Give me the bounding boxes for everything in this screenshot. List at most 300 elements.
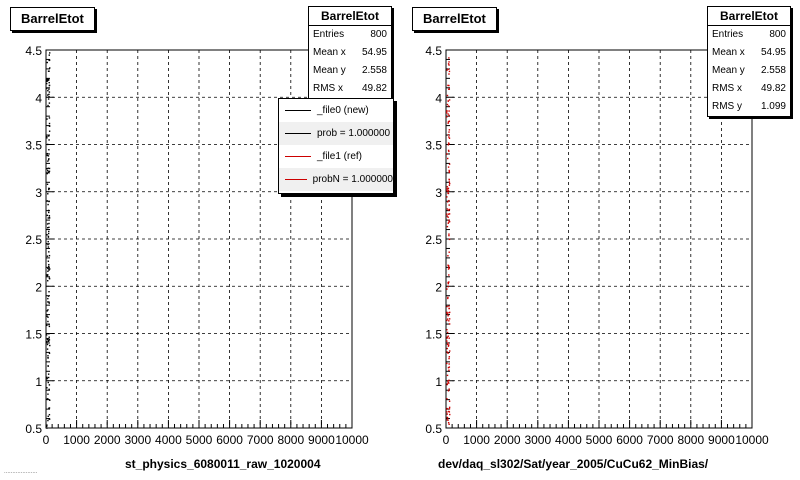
data-point — [448, 233, 449, 234]
data-point — [48, 210, 49, 211]
data-point — [449, 408, 450, 409]
data-point — [448, 388, 449, 389]
x-tick-label: 7000 — [646, 433, 674, 447]
data-point — [447, 413, 448, 414]
data-point — [48, 236, 49, 237]
data-point — [447, 104, 448, 105]
data-point — [447, 342, 448, 343]
x-tick-label: 7000 — [246, 433, 274, 447]
stats-value: 2.558 — [760, 65, 786, 76]
stats-value: 49.82 — [760, 83, 786, 94]
data-point — [448, 110, 449, 111]
data-point — [448, 268, 449, 269]
data-point — [447, 348, 448, 349]
data-point — [448, 204, 449, 205]
data-point — [449, 318, 450, 319]
data-point — [448, 367, 449, 368]
data-point — [447, 419, 448, 420]
data-point — [448, 61, 449, 62]
data-point — [448, 308, 449, 309]
data-point — [47, 355, 48, 356]
data-point — [446, 320, 447, 321]
data-point — [47, 62, 48, 63]
stats-label: Mean x — [712, 47, 745, 58]
data-point — [448, 144, 449, 145]
data-point — [448, 213, 449, 214]
data-point — [448, 64, 449, 65]
left-stats-box — [308, 6, 392, 99]
data-point — [47, 280, 48, 281]
data-point — [448, 200, 449, 201]
data-point — [447, 113, 448, 114]
data-point — [448, 358, 449, 359]
data-point — [49, 131, 50, 132]
data-point — [46, 83, 47, 84]
stats-label: Mean y — [712, 65, 745, 76]
x-tick-label: 6000 — [616, 433, 643, 447]
data-point — [48, 261, 49, 262]
data-point — [47, 227, 48, 228]
data-point — [47, 153, 48, 154]
data-point — [48, 71, 49, 72]
data-point — [48, 88, 49, 89]
data-point — [448, 283, 449, 284]
data-point — [47, 309, 48, 310]
data-point — [47, 298, 48, 299]
data-point — [47, 170, 48, 171]
x-tick-label: 1000 — [463, 433, 490, 447]
data-point — [48, 246, 49, 247]
data-point — [449, 71, 450, 72]
x-tick-label: 10000 — [335, 433, 369, 447]
data-point — [48, 227, 49, 228]
data-point — [48, 233, 49, 234]
data-point — [46, 137, 47, 138]
data-point — [447, 186, 448, 187]
y-tick-label: 2 — [435, 280, 442, 295]
data-point — [448, 136, 449, 137]
x-tick-label: 9000 — [308, 433, 335, 447]
data-point — [49, 171, 50, 172]
data-point — [49, 59, 50, 60]
legend-swatch — [285, 133, 311, 134]
stats-value: 2.558 — [361, 65, 387, 76]
data-point — [48, 139, 49, 140]
data-point — [448, 305, 449, 306]
stats-label: RMS y — [712, 101, 742, 112]
x-tick-label: 4000 — [155, 433, 182, 447]
data-point — [48, 295, 49, 296]
data-point — [47, 271, 48, 272]
data-point — [47, 215, 48, 216]
data-point — [448, 274, 449, 275]
y-tick-label: 4 — [35, 91, 42, 106]
data-point — [48, 341, 49, 342]
data-point — [48, 373, 49, 374]
right-stats-box — [707, 6, 791, 117]
x-tick-label: 5000 — [585, 433, 613, 447]
data-point — [447, 123, 448, 124]
data-point — [447, 344, 448, 345]
data-point — [47, 255, 48, 256]
x-tick-label: 5000 — [185, 433, 213, 447]
data-point — [446, 329, 447, 330]
right-chart-pad — [400, 0, 800, 480]
data-point — [447, 332, 448, 333]
data-point — [47, 244, 48, 245]
data-point — [447, 375, 448, 376]
data-point — [449, 171, 450, 172]
data-point — [448, 166, 449, 167]
legend-entry — [279, 99, 393, 122]
y-tick-label: 2.5 — [25, 233, 42, 247]
left-stats-title: BarrelEtot — [309, 7, 391, 26]
data-point — [449, 356, 450, 357]
data-point — [46, 325, 47, 326]
stats-label: RMS x — [313, 83, 343, 94]
data-point — [47, 317, 48, 318]
data-point — [447, 297, 448, 298]
data-point — [446, 196, 447, 197]
data-point — [46, 427, 47, 428]
x-tick-label: 1000 — [63, 433, 90, 447]
x-tick-label: 4000 — [555, 433, 582, 447]
data-point — [48, 301, 49, 302]
right-stats-row — [708, 80, 790, 98]
data-point — [49, 123, 50, 124]
data-point — [448, 382, 449, 383]
data-point — [446, 363, 447, 364]
y-tick-label: 0.5 — [425, 422, 442, 436]
stats-value: 54.95 — [361, 47, 387, 58]
data-point — [47, 398, 48, 399]
stats-label: Entries — [712, 29, 744, 40]
data-point — [47, 344, 48, 345]
y-tick-label: 1.5 — [25, 327, 42, 342]
data-point — [447, 286, 448, 287]
data-point — [49, 353, 50, 354]
data-point — [449, 239, 450, 240]
right-chart-title: BarrelEtot — [412, 7, 497, 31]
data-point — [46, 387, 47, 388]
data-point — [449, 99, 450, 100]
y-tick-label: 3 — [435, 185, 442, 200]
data-point — [449, 323, 450, 324]
data-point — [47, 173, 48, 174]
data-point — [49, 102, 50, 103]
data-point — [49, 326, 50, 327]
data-point — [447, 417, 448, 418]
right-stats-title: BarrelEtot — [708, 7, 790, 26]
y-tick-label: 1.5 — [425, 327, 442, 342]
data-point — [448, 422, 449, 423]
y-tick-label: 1 — [35, 374, 42, 389]
data-point — [448, 73, 449, 74]
data-point — [446, 411, 447, 412]
stats-value: 800 — [370, 29, 387, 40]
legend-swatch — [285, 156, 311, 157]
data-point — [48, 149, 49, 150]
data-point — [447, 265, 448, 266]
right-stats-row — [708, 98, 790, 116]
data-point — [48, 231, 49, 232]
data-point — [446, 398, 447, 399]
x-tick-label: 3000 — [524, 433, 552, 447]
data-point — [447, 315, 448, 316]
data-point — [448, 320, 449, 321]
x-tick-label: 3000 — [124, 433, 152, 447]
data-point — [449, 163, 450, 164]
data-point — [448, 312, 449, 313]
data-point — [448, 57, 449, 58]
data-point — [447, 226, 448, 227]
data-point — [448, 115, 449, 116]
data-point — [47, 393, 48, 394]
x-tick-label: 6000 — [216, 433, 243, 447]
data-point — [48, 251, 49, 252]
data-point — [448, 344, 449, 345]
data-point — [449, 183, 450, 184]
data-point — [49, 85, 50, 86]
right-x-axis-label: dev/daq_sl302/Sat/year_2005/CuCu62_MinBias/ — [438, 457, 709, 471]
data-point — [449, 401, 450, 402]
data-point — [449, 414, 450, 415]
left-stats-row — [309, 62, 391, 80]
data-point — [47, 338, 48, 339]
data-point — [448, 219, 449, 220]
left-stats-row — [309, 26, 391, 44]
data-point — [449, 407, 450, 408]
x-tick-label: 0 — [442, 433, 450, 447]
data-point — [49, 215, 50, 216]
data-point — [449, 185, 450, 186]
data-point — [446, 288, 447, 289]
legend-box — [278, 98, 394, 194]
data-point — [48, 135, 49, 136]
data-point — [447, 85, 448, 86]
data-point — [48, 389, 49, 390]
data-point — [49, 217, 50, 218]
y-tick-label: 4.5 — [25, 44, 42, 58]
data-point — [48, 333, 49, 334]
data-point — [448, 370, 449, 371]
data-point — [448, 223, 449, 224]
data-point — [447, 158, 448, 159]
data-point — [49, 54, 50, 55]
right-stats-row — [708, 62, 790, 80]
legend-entry — [279, 168, 393, 191]
y-tick-label: 2.5 — [425, 233, 442, 247]
data-point — [449, 181, 450, 182]
data-point — [446, 153, 447, 154]
data-point — [449, 88, 450, 89]
data-point — [47, 223, 48, 224]
data-point — [47, 144, 48, 145]
data-point — [47, 274, 48, 275]
data-point — [448, 170, 449, 171]
data-point — [446, 116, 447, 117]
legend-label: _file1 (ref) — [317, 151, 363, 162]
data-point — [48, 264, 49, 265]
data-point — [48, 159, 49, 160]
legend-swatch — [285, 110, 311, 111]
data-point — [49, 268, 50, 269]
legend-label: probN = 1.000000 — [312, 174, 393, 185]
data-point — [447, 318, 448, 319]
data-point — [46, 378, 47, 379]
data-point — [49, 82, 50, 83]
data-point — [446, 69, 447, 70]
data-point — [49, 418, 50, 419]
data-point — [48, 223, 49, 224]
data-point — [449, 138, 450, 139]
data-point — [46, 424, 47, 425]
data-point — [48, 291, 49, 292]
stats-label: Entries — [313, 29, 345, 40]
data-point — [49, 339, 50, 340]
y-tick-label: 2 — [35, 280, 42, 295]
data-point — [48, 382, 49, 383]
data-point — [49, 91, 50, 92]
data-point — [448, 100, 449, 101]
data-point — [447, 383, 448, 384]
y-tick-label: 0.5 — [25, 422, 42, 436]
right-stats-row — [708, 44, 790, 62]
data-point — [48, 98, 49, 99]
legend-label: _file0 (new) — [317, 105, 369, 116]
y-tick-label: 4.5 — [425, 44, 442, 58]
left-stats-row — [309, 44, 391, 62]
data-point — [47, 365, 48, 366]
data-point — [47, 80, 48, 81]
x-tick-label: 2000 — [93, 433, 121, 447]
data-point — [447, 193, 448, 194]
data-point — [446, 408, 447, 409]
data-point — [49, 277, 50, 278]
left-x-axis-label: st_physics_6080011_raw_1020004 — [125, 457, 321, 471]
data-point — [448, 134, 449, 135]
data-point — [47, 94, 48, 95]
data-point — [448, 424, 449, 425]
data-point — [49, 168, 50, 169]
x-tick-label: 8000 — [277, 433, 305, 447]
data-point — [448, 363, 449, 364]
data-point — [446, 340, 447, 341]
stats-label: Mean x — [313, 47, 346, 58]
data-point — [49, 414, 50, 415]
right-stats-row — [708, 26, 790, 44]
data-point — [447, 353, 448, 354]
y-tick-label: 3 — [35, 185, 42, 200]
data-point — [48, 189, 49, 190]
data-point — [448, 69, 449, 70]
data-point — [47, 90, 48, 91]
data-point — [446, 110, 447, 111]
data-point — [447, 188, 448, 189]
data-point — [448, 150, 449, 151]
data-point — [447, 95, 448, 96]
data-point — [46, 88, 47, 89]
data-point — [46, 234, 47, 235]
data-point — [448, 105, 449, 106]
data-point — [448, 411, 449, 412]
data-point — [446, 306, 447, 307]
y-tick-label: 3.5 — [25, 138, 42, 153]
data-point — [48, 266, 49, 267]
data-point — [47, 321, 48, 322]
left-stats-row — [309, 80, 391, 98]
data-point — [47, 160, 48, 161]
data-point — [446, 337, 447, 338]
x-tick-label: 8000 — [677, 433, 705, 447]
data-point — [449, 121, 450, 122]
data-point — [47, 348, 48, 349]
data-point — [446, 351, 447, 352]
stats-label: Mean y — [313, 65, 346, 76]
legend-swatch — [285, 179, 307, 180]
data-point — [48, 416, 49, 417]
data-point — [49, 126, 50, 127]
data-point — [47, 184, 48, 185]
data-point — [48, 377, 49, 378]
data-point — [449, 209, 450, 210]
y-tick-label: 3.5 — [425, 138, 442, 153]
data-point — [46, 136, 47, 137]
data-point — [48, 217, 49, 218]
data-point — [48, 337, 49, 338]
x-tick-label: 10000 — [735, 433, 769, 447]
data-point — [447, 215, 448, 216]
y-tick-label: 1 — [435, 374, 442, 389]
data-point — [447, 201, 448, 202]
data-point — [49, 384, 50, 385]
stats-value: 800 — [769, 29, 786, 40]
data-point — [447, 255, 448, 256]
left-chart-title: BarrelEtot — [10, 7, 95, 31]
data-point — [49, 255, 50, 256]
data-point — [448, 131, 449, 132]
data-point — [46, 334, 47, 335]
data-point — [48, 212, 49, 213]
data-point — [448, 337, 449, 338]
data-point — [46, 341, 47, 342]
data-point — [48, 241, 49, 242]
data-point — [449, 179, 450, 180]
y-tick-label: 4 — [435, 91, 442, 106]
data-point — [448, 390, 449, 391]
data-point — [446, 312, 447, 313]
data-point — [46, 426, 47, 427]
x-tick-label: 0 — [42, 433, 50, 447]
data-point — [447, 191, 448, 192]
data-point — [48, 155, 49, 156]
left-footnote: .................... — [4, 469, 38, 475]
legend-label: prob = 1.000000 — [317, 128, 391, 139]
data-point — [448, 63, 449, 64]
data-point — [449, 129, 450, 130]
data-point — [446, 213, 447, 214]
data-point — [49, 67, 50, 68]
data-point — [49, 52, 50, 53]
data-point — [47, 420, 48, 421]
data-point — [449, 350, 450, 351]
legend-entry — [279, 145, 393, 168]
data-point — [48, 324, 49, 325]
x-tick-label: 2000 — [493, 433, 521, 447]
data-point — [49, 400, 50, 401]
stats-label: RMS x — [712, 83, 742, 94]
data-point — [448, 235, 449, 236]
